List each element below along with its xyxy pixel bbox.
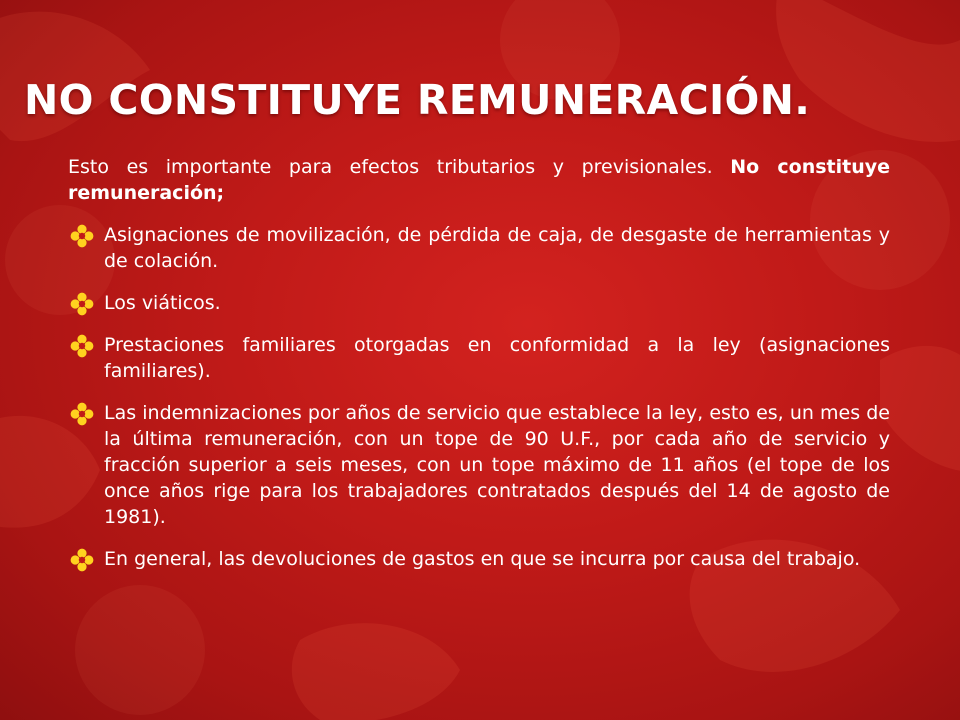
list-item-text: Prestaciones familiares otorgadas en conformidad a la ley (asignaciones familiares). — [104, 334, 890, 382]
list-item — [68, 290, 890, 316]
slide-title: NO CONSTITUYE REMUNERACIÓN. — [24, 76, 811, 124]
intro-bold-text: No constituye remuneración; — [68, 156, 891, 204]
list-item — [68, 546, 894, 572]
list-item-text: En general, las devoluciones de gastos en que se incurra por causa del trabajo. — [104, 548, 861, 570]
flower-bullet-icon — [70, 548, 94, 572]
flower-bullet-icon — [70, 292, 94, 316]
flower-bullet-icon — [70, 334, 94, 358]
list-item — [68, 332, 890, 384]
list-item — [68, 400, 890, 530]
intro-text: Esto es importante para efectos tributarios y previsionales. — [68, 156, 713, 178]
flower-bullet-icon — [70, 402, 94, 426]
list-item — [68, 222, 890, 274]
list-item-text: Las indemnizaciones por años de servicio que establece la ley, esto es, un mes de la última remuneración, con un tope de 90 U.F., por cada año de servicio y fracción superior a seis meses, con un tope máximo de 11 años (el tope de los once años rige para los trabajadores contratados después del 14 de agosto de 1981). — [104, 402, 890, 528]
flower-bullet-icon — [70, 224, 94, 248]
list-item-text: Asignaciones de movilización, de pérdida de caja, de desgaste de herramientas y de colación. — [104, 224, 890, 272]
intro-paragraph — [68, 154, 890, 206]
list-item-text: Los viáticos. — [104, 292, 221, 314]
bullet-list — [68, 222, 890, 588]
